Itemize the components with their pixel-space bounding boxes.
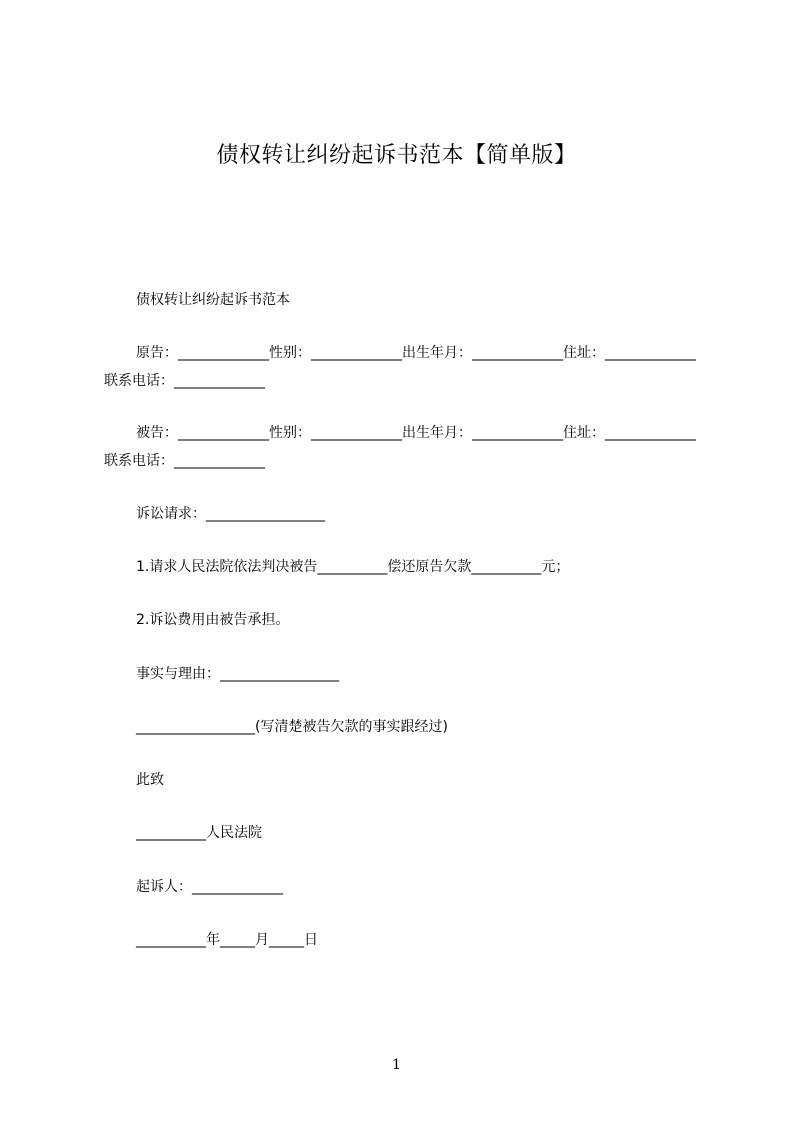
claim-item-1: 1.请求人民法院依法判决被告__________偿还原告欠款__________元； [136,559,570,575]
plaintiff-info: 原告：_____________性别：_____________出生年月：_____________住址：_____________联系电话：_____________ [104,345,696,389]
defendant-info: 被告：_____________性别：_____________出生年月：_____________住址：_____________联系电话：_____________ [104,425,696,469]
court-name: __________人民法院 [136,825,262,841]
date-line: __________年_____月_____日 [136,932,318,948]
facts-heading: 事实与理由：_________________ [136,666,339,682]
salutation: 此致 [136,772,164,788]
signer-line: 起诉人：_____________ [136,879,283,895]
claims-heading: 诉讼请求：_________________ [136,506,325,522]
claim-item-2: 2.诉讼费用由被告承担。 [136,612,290,628]
document-subtitle: 债权转让纠纷起诉书范本 [136,292,290,308]
document-title: 债权转让纠纷起诉书范本【简单版】 [216,143,577,168]
page-number: 1 [392,1057,401,1073]
facts-body: _________________(写清楚被告欠款的事实跟经过) [136,719,448,735]
